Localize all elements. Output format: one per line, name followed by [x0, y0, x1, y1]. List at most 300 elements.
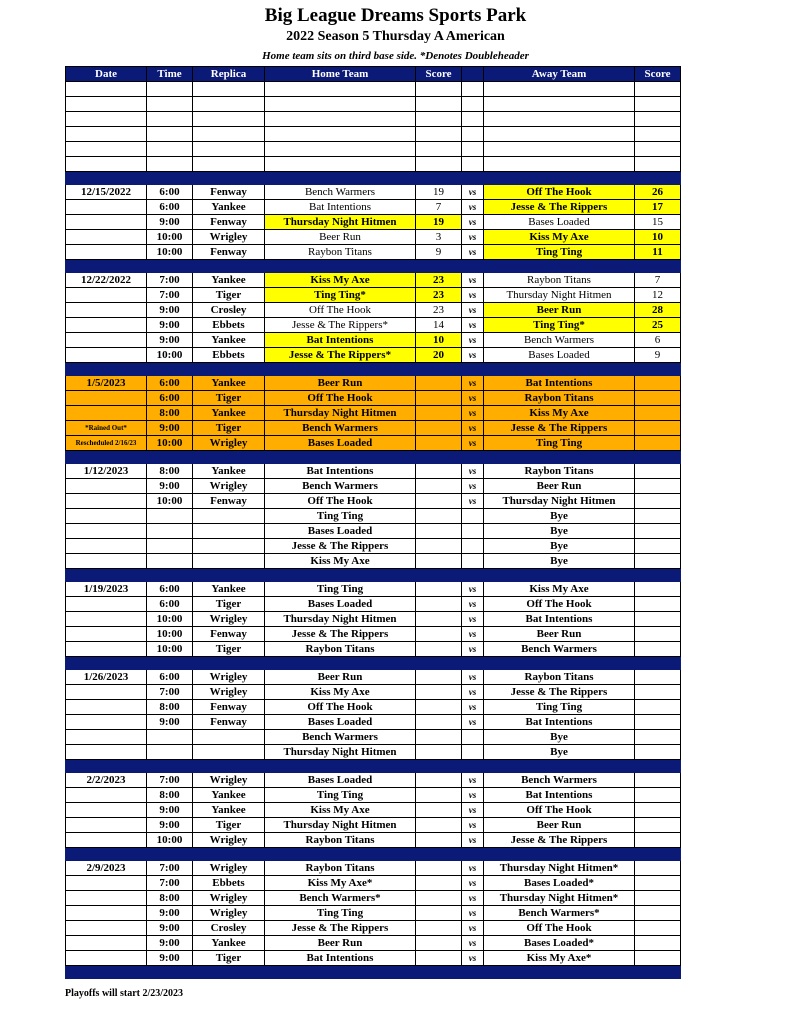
cell-vs: vs — [462, 833, 484, 848]
cell-away-score — [635, 376, 681, 391]
cell-replica: Crosley — [193, 303, 265, 318]
cell-away-score — [635, 745, 681, 760]
cell-date — [66, 288, 147, 303]
cell-away-team: Beer Run — [484, 479, 635, 494]
cell-replica: Yankee — [193, 406, 265, 421]
cell-away-team: Thursday Night Hitmen* — [484, 891, 635, 906]
cell-time: 7:00 — [147, 861, 193, 876]
schedule-table — [65, 66, 681, 979]
cell-vs: vs — [462, 921, 484, 936]
divider-bar — [66, 363, 681, 376]
cell-time: 7:00 — [147, 288, 193, 303]
cell-home-score — [416, 891, 462, 906]
cell-replica: Tiger — [193, 642, 265, 657]
cell-time: 6:00 — [147, 582, 193, 597]
section-divider — [66, 172, 681, 185]
cell-home-score — [416, 421, 462, 436]
cell-date — [66, 554, 147, 569]
cell-vs: vs — [462, 876, 484, 891]
cell-time: 9:00 — [147, 215, 193, 230]
table-row — [66, 127, 681, 142]
cell-replica: Wrigley — [193, 773, 265, 788]
cell-home-team: Kiss My Axe — [265, 273, 416, 288]
cell-time: 9:00 — [147, 303, 193, 318]
cell-home-score — [416, 730, 462, 745]
cell-home-score — [416, 936, 462, 951]
cell-away-team: Jesse & The Rippers — [484, 833, 635, 848]
cell-home-team: Bat Intentions — [265, 464, 416, 479]
cell-away-team: Raybon Titans — [484, 273, 635, 288]
cell-home-team: Thursday Night Hitmen — [265, 406, 416, 421]
cell-replica: Fenway — [193, 245, 265, 260]
cell-date — [66, 700, 147, 715]
cell-home-score — [416, 127, 462, 142]
cell-replica — [193, 509, 265, 524]
table-row — [66, 464, 681, 479]
cell-date — [66, 479, 147, 494]
cell-away-score: 6 — [635, 333, 681, 348]
cell-vs: vs — [462, 582, 484, 597]
cell-replica: Ebbets — [193, 348, 265, 363]
cell-away-score: 12 — [635, 288, 681, 303]
header-home-team: Home Team — [265, 67, 416, 82]
cell-away-score — [635, 818, 681, 833]
table-row — [66, 142, 681, 157]
cell-date — [66, 612, 147, 627]
cell-away-score — [635, 921, 681, 936]
cell-time — [147, 539, 193, 554]
cell-vs — [462, 97, 484, 112]
cell-vs — [462, 745, 484, 760]
cell-home-team: Jesse & The Rippers* — [265, 318, 416, 333]
cell-away-team — [484, 82, 635, 97]
cell-replica: Fenway — [193, 494, 265, 509]
cell-date — [66, 730, 147, 745]
cell-home-team: Off The Hook — [265, 391, 416, 406]
table-row — [66, 773, 681, 788]
table-row — [66, 348, 681, 363]
page-subtitle: 2022 Season 5 Thursday A American — [286, 29, 505, 44]
cell-away-team: Off The Hook — [484, 921, 635, 936]
cell-date — [66, 348, 147, 363]
cell-vs: vs — [462, 185, 484, 200]
cell-replica: Yankee — [193, 200, 265, 215]
cell-home-score — [416, 509, 462, 524]
cell-replica: Yankee — [193, 376, 265, 391]
cell-date — [66, 494, 147, 509]
cell-replica: Fenway — [193, 215, 265, 230]
table-row — [66, 524, 681, 539]
cell-vs: vs — [462, 421, 484, 436]
cell-home-team — [265, 112, 416, 127]
cell-away-team: Kiss My Axe* — [484, 951, 635, 966]
cell-replica: Crosley — [193, 921, 265, 936]
section-divider — [66, 451, 681, 464]
cell-replica — [193, 745, 265, 760]
cell-home-score — [416, 157, 462, 172]
cell-vs: vs — [462, 818, 484, 833]
cell-date: 2/9/2023 — [66, 861, 147, 876]
table-row — [66, 157, 681, 172]
table-row — [66, 627, 681, 642]
cell-home-score — [416, 554, 462, 569]
page-title: Big League Dreams Sports Park — [264, 5, 527, 26]
cell-time: 10:00 — [147, 612, 193, 627]
cell-home-score: 19 — [416, 185, 462, 200]
cell-away-team: Raybon Titans — [484, 391, 635, 406]
cell-away-team: Kiss My Axe — [484, 230, 635, 245]
table-row — [66, 421, 681, 436]
cell-time: 6:00 — [147, 670, 193, 685]
cell-away-team: Jesse & The Rippers — [484, 421, 635, 436]
cell-vs — [462, 127, 484, 142]
cell-home-team — [265, 127, 416, 142]
table-row — [66, 230, 681, 245]
cell-vs: vs — [462, 597, 484, 612]
cell-home-team: Ting Ting* — [265, 288, 416, 303]
cell-away-score — [635, 891, 681, 906]
cell-home-team: Bat Intentions — [265, 200, 416, 215]
table-row — [66, 318, 681, 333]
cell-home-score — [416, 82, 462, 97]
cell-home-score: 20 — [416, 348, 462, 363]
cell-away-team: Bench Warmers — [484, 642, 635, 657]
cell-replica: Yankee — [193, 464, 265, 479]
table-row — [66, 833, 681, 848]
header-vs — [462, 67, 484, 82]
cell-vs: vs — [462, 861, 484, 876]
cell-away-score: 9 — [635, 348, 681, 363]
cell-home-score — [416, 670, 462, 685]
cell-home-score — [416, 436, 462, 451]
cell-date: *Rained Out* — [66, 421, 147, 436]
cell-replica — [193, 730, 265, 745]
cell-date — [66, 627, 147, 642]
cell-time — [147, 730, 193, 745]
cell-time — [147, 157, 193, 172]
cell-home-team: Ting Ting — [265, 509, 416, 524]
divider-bar — [66, 451, 681, 464]
cell-home-team: Bench Warmers — [265, 421, 416, 436]
cell-replica: Tiger — [193, 391, 265, 406]
cell-date: 12/15/2022 — [66, 185, 147, 200]
cell-away-score — [635, 730, 681, 745]
cell-away-team: Off The Hook — [484, 803, 635, 818]
cell-home-team: Raybon Titans — [265, 833, 416, 848]
cell-date — [66, 333, 147, 348]
cell-home-team: Ting Ting — [265, 788, 416, 803]
table-row — [66, 112, 681, 127]
table-row — [66, 582, 681, 597]
cell-replica: Wrigley — [193, 891, 265, 906]
cell-time: 7:00 — [147, 773, 193, 788]
cell-time — [147, 142, 193, 157]
cell-away-team: Kiss My Axe — [484, 582, 635, 597]
cell-away-team: Off The Hook — [484, 185, 635, 200]
cell-home-team: Beer Run — [265, 670, 416, 685]
cell-date — [66, 891, 147, 906]
cell-away-score — [635, 670, 681, 685]
cell-date — [66, 715, 147, 730]
cell-replica: Tiger — [193, 951, 265, 966]
cell-vs: vs — [462, 333, 484, 348]
cell-vs: vs — [462, 464, 484, 479]
cell-date — [66, 97, 147, 112]
cell-home-team: Kiss My Axe — [265, 685, 416, 700]
cell-away-team: Raybon Titans — [484, 670, 635, 685]
header-away-score: Score — [635, 67, 681, 82]
cell-replica: Wrigley — [193, 230, 265, 245]
cell-date — [66, 215, 147, 230]
cell-date: 1/26/2023 — [66, 670, 147, 685]
cell-away-score — [635, 82, 681, 97]
cell-date — [66, 127, 147, 142]
header-time: Time — [147, 67, 193, 82]
cell-vs: vs — [462, 627, 484, 642]
cell-date — [66, 876, 147, 891]
cell-time: 9:00 — [147, 421, 193, 436]
cell-date — [66, 230, 147, 245]
cell-replica — [193, 97, 265, 112]
cell-away-score — [635, 112, 681, 127]
cell-away-team: Bye — [484, 730, 635, 745]
table-row — [66, 97, 681, 112]
cell-away-team: Thursday Night Hitmen — [484, 494, 635, 509]
cell-time: 6:00 — [147, 597, 193, 612]
cell-date — [66, 642, 147, 657]
cell-home-score — [416, 142, 462, 157]
cell-away-team: Beer Run — [484, 818, 635, 833]
cell-home-score: 3 — [416, 230, 462, 245]
cell-home-score — [416, 376, 462, 391]
cell-away-score — [635, 157, 681, 172]
cell-replica: Yankee — [193, 936, 265, 951]
cell-away-team: Bye — [484, 524, 635, 539]
cell-vs: vs — [462, 230, 484, 245]
cell-home-score: 14 — [416, 318, 462, 333]
cell-home-team — [265, 157, 416, 172]
cell-replica: Ebbets — [193, 318, 265, 333]
table-row — [66, 333, 681, 348]
cell-home-score — [416, 479, 462, 494]
cell-away-team — [484, 157, 635, 172]
cell-time: 8:00 — [147, 406, 193, 421]
cell-vs — [462, 554, 484, 569]
cell-replica: Wrigley — [193, 612, 265, 627]
cell-away-team: Kiss My Axe — [484, 406, 635, 421]
cell-time: 7:00 — [147, 685, 193, 700]
cell-home-team: Bases Loaded — [265, 436, 416, 451]
cell-away-score — [635, 524, 681, 539]
cell-replica: Wrigley — [193, 479, 265, 494]
table-row — [66, 951, 681, 966]
cell-replica: Wrigley — [193, 685, 265, 700]
cell-vs — [462, 112, 484, 127]
cell-time: 10:00 — [147, 436, 193, 451]
cell-away-team: Bases Loaded* — [484, 876, 635, 891]
cell-vs: vs — [462, 951, 484, 966]
table-row — [66, 803, 681, 818]
cell-away-team: Bye — [484, 745, 635, 760]
header-replica: Replica — [193, 67, 265, 82]
cell-home-score — [416, 906, 462, 921]
cell-away-score: 7 — [635, 273, 681, 288]
cell-away-team: Ting Ting — [484, 700, 635, 715]
cell-date — [66, 906, 147, 921]
table-row — [66, 288, 681, 303]
cell-home-score: 7 — [416, 200, 462, 215]
cell-away-team: Bench Warmers* — [484, 906, 635, 921]
cell-vs: vs — [462, 318, 484, 333]
cell-away-score — [635, 539, 681, 554]
cell-home-team: Bases Loaded — [265, 773, 416, 788]
cell-time: 10:00 — [147, 230, 193, 245]
cell-time: 9:00 — [147, 318, 193, 333]
cell-away-score — [635, 612, 681, 627]
cell-replica: Wrigley — [193, 670, 265, 685]
table-row — [66, 509, 681, 524]
cell-home-score — [416, 642, 462, 657]
cell-home-team: Off The Hook — [265, 303, 416, 318]
cell-replica — [193, 157, 265, 172]
cell-date — [66, 406, 147, 421]
table-row — [66, 539, 681, 554]
cell-home-team — [265, 97, 416, 112]
cell-away-team: Bench Warmers — [484, 773, 635, 788]
table-row — [66, 597, 681, 612]
cell-home-score — [416, 97, 462, 112]
cell-away-team: Bye — [484, 539, 635, 554]
cell-home-team: Jesse & The Rippers — [265, 539, 416, 554]
cell-away-team: Bat Intentions — [484, 612, 635, 627]
cell-away-score — [635, 509, 681, 524]
cell-time: 6:00 — [147, 376, 193, 391]
cell-away-score — [635, 627, 681, 642]
cell-replica: Fenway — [193, 185, 265, 200]
cell-replica: Yankee — [193, 788, 265, 803]
cell-date — [66, 951, 147, 966]
table-row — [66, 376, 681, 391]
cell-home-team: Jesse & The Rippers — [265, 627, 416, 642]
cell-home-score: 23 — [416, 288, 462, 303]
cell-home-team: Ting Ting — [265, 582, 416, 597]
cell-away-score — [635, 685, 681, 700]
cell-time: 6:00 — [147, 185, 193, 200]
cell-home-team: Jesse & The Rippers* — [265, 348, 416, 363]
cell-replica: Ebbets — [193, 876, 265, 891]
cell-away-score — [635, 127, 681, 142]
cell-away-team: Bases Loaded — [484, 348, 635, 363]
cell-replica: Wrigley — [193, 861, 265, 876]
cell-home-score — [416, 112, 462, 127]
cell-date: 1/19/2023 — [66, 582, 147, 597]
cell-home-team: Beer Run — [265, 936, 416, 951]
cell-away-score: 17 — [635, 200, 681, 215]
cell-date — [66, 318, 147, 333]
cell-home-team: Beer Run — [265, 230, 416, 245]
cell-away-score: 26 — [635, 185, 681, 200]
cell-time: 6:00 — [147, 391, 193, 406]
cell-vs — [462, 142, 484, 157]
cell-replica: Tiger — [193, 421, 265, 436]
cell-vs — [462, 509, 484, 524]
cell-home-score — [416, 597, 462, 612]
table-row — [66, 788, 681, 803]
cell-time: 10:00 — [147, 642, 193, 657]
cell-time: 9:00 — [147, 479, 193, 494]
cell-date: Rescheduled 2/16/23 — [66, 436, 147, 451]
header-home-score: Score — [416, 67, 462, 82]
table-row — [66, 82, 681, 97]
cell-home-score — [416, 612, 462, 627]
table-row — [66, 436, 681, 451]
cell-time: 7:00 — [147, 876, 193, 891]
cell-time — [147, 509, 193, 524]
table-row — [66, 891, 681, 906]
cell-home-team: Ting Ting — [265, 906, 416, 921]
cell-time — [147, 97, 193, 112]
cell-home-team: Bench Warmers — [265, 479, 416, 494]
cell-away-team: Bases Loaded — [484, 215, 635, 230]
table-row — [66, 273, 681, 288]
cell-date — [66, 112, 147, 127]
cell-date — [66, 539, 147, 554]
cell-date: 1/12/2023 — [66, 464, 147, 479]
cell-vs: vs — [462, 670, 484, 685]
footer-note: Playoffs will start 2/23/2023 — [65, 988, 184, 999]
cell-home-team: Bat Intentions — [265, 951, 416, 966]
cell-home-score — [416, 861, 462, 876]
table-row — [66, 936, 681, 951]
cell-away-team: Bye — [484, 509, 635, 524]
cell-away-team: Jesse & The Rippers — [484, 685, 635, 700]
cell-home-score — [416, 715, 462, 730]
cell-away-score — [635, 876, 681, 891]
cell-date — [66, 303, 147, 318]
table-row — [66, 479, 681, 494]
cell-time: 10:00 — [147, 833, 193, 848]
table-row — [66, 861, 681, 876]
cell-time: 8:00 — [147, 891, 193, 906]
cell-vs — [462, 157, 484, 172]
cell-replica — [193, 539, 265, 554]
cell-away-team: Bat Intentions — [484, 376, 635, 391]
cell-away-score — [635, 597, 681, 612]
cell-date — [66, 142, 147, 157]
cell-vs — [462, 524, 484, 539]
section-divider — [66, 260, 681, 273]
cell-vs: vs — [462, 891, 484, 906]
cell-away-score — [635, 906, 681, 921]
cell-home-score — [416, 803, 462, 818]
cell-vs — [462, 730, 484, 745]
cell-away-score — [635, 436, 681, 451]
cell-home-score — [416, 627, 462, 642]
cell-vs — [462, 539, 484, 554]
cell-date — [66, 391, 147, 406]
cell-away-team — [484, 142, 635, 157]
table-row — [66, 612, 681, 627]
table-row — [66, 818, 681, 833]
table-row — [66, 906, 681, 921]
cell-vs: vs — [462, 215, 484, 230]
cell-away-score — [635, 582, 681, 597]
cell-date — [66, 82, 147, 97]
table-row — [66, 745, 681, 760]
cell-home-score — [416, 464, 462, 479]
cell-away-score: 25 — [635, 318, 681, 333]
cell-vs: vs — [462, 245, 484, 260]
